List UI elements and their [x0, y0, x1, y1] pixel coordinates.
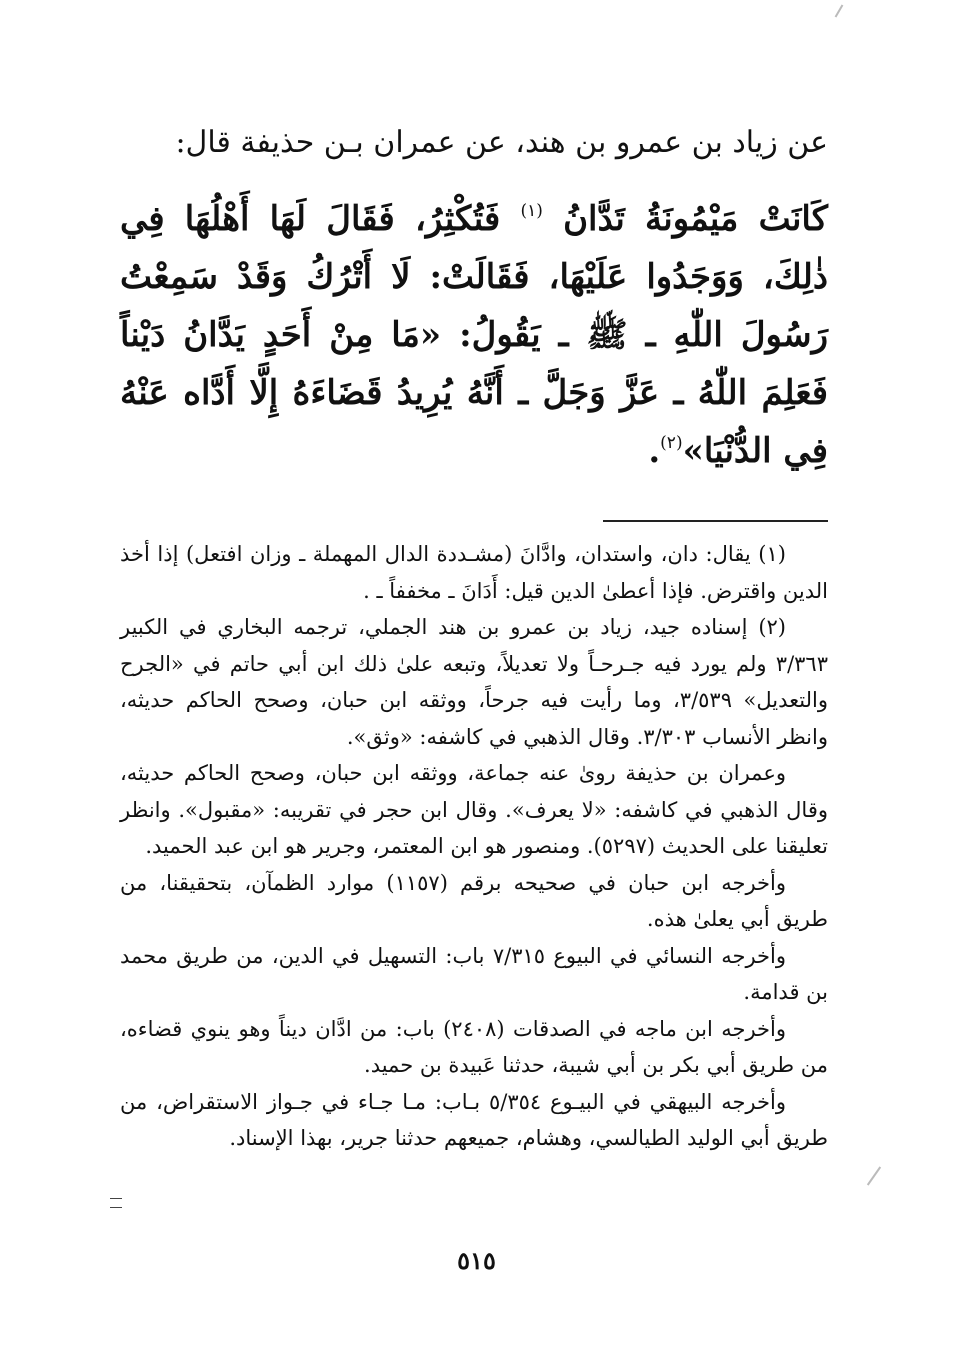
footnote-2-continuation-ibn-hibban: وأخرجه ابن حبان في صحيحه برقم (١١٥٧) موارد الظمآن، بتحقيقنا، من طريق أبي يعلىٰ هذه.	[120, 870, 828, 931]
footnote-1: (١) يقال: دان، واستدان، وادَّانَ (مشـددة الدال المهملة ـ وزان افتعل) إذا أخذ الدين واقترض. فإذا أعطىٰ الدين قيل: أَدَانَ ـ مخففاً ـ .	[120, 542, 828, 603]
footnote-ref-2[interactable]: (٢)	[660, 433, 683, 453]
scan-speck	[835, 4, 844, 17]
footnote-separator	[603, 520, 828, 522]
page-number: ٥١٥	[457, 1246, 496, 1275]
footnote-2-continuation-ibn-majah: وأخرجه ابن ماجه في الصدقات (٢٤٠٨) باب: من ادَّان ديناً وهو ينوي قضاءه، من طريق أبي بكر بن أبي شيبة، حدثنا عَبيدة بن حميد.	[120, 1016, 828, 1077]
footnote-2: (٢) إسناده جيد، زياد بن عمرو بن هند الجملي، ترجمه البخاري في الكبير ٣/٣٦٣ ولم يورد فيه جـرحـاً ولا تعديلاً، وتبعه علىٰ ذلك ابن أبي حاتم في «الجرح والتعديل» ٣/٥٣٩، وما رأيت فيه جرحاً، ووثقه ابن حبان، وصحح الحاكم حديثه، وانظر الأنساب ٣/٣٠٣. وقال الذهبي في كاشفه: «وثق».	[120, 615, 828, 749]
scan-speck	[867, 1166, 881, 1185]
hadith-part-1: كَانَتْ مَيْمُونَةُ تَدَّانُ	[563, 199, 828, 239]
footnote-ref-1[interactable]: (١)	[520, 201, 543, 221]
hadith-text	[120, 190, 828, 480]
page-body	[120, 118, 828, 1157]
hadith-part-3: .	[648, 431, 661, 471]
hadith-part-2: فَتُكْثِرُ، فَقَالَ لَهَا أَهْلُهَا فِي ذٰلِكَ، وَوَجَدُوا عَلَيْهَا، فَقَالَتْ: لَا أَتْرُكُ وَقَدْ سَمِعْتُ رَسُولَ اللّٰهِ ـ ﷺ ـ يَقُولُ: «مَا مِنْ أَحَدٍ يَدَّانُ دَيْناً فَعَلِمَ اللّٰهُ ـ عَزَّ وَجَلَّ ـ أَنَّهُ يُرِيدُ قَضَاءَهُ إِلَّا أَدَّاه عَنْهُ فِي الدُّنْيَا»	[120, 199, 828, 471]
footnote-2-continuation-narrator: وعمران بن حذيفة روىٰ عنه جماعة، ووثقه ابن حبان، وصحح الحاكم حديثه، وقال الذهبي في كاشفه: «لا يعرف». وقال ابن حجر في تقريبه: «مقبول». وانظر تعليقنا على الحديث (٥٢٩٧). ومنصور هو ابن المعتمر، وجرير هو ابن عبد الحميد.	[120, 761, 828, 858]
footnote-2-continuation-bayhaqi: وأخرجه البيهقي في البيـوع ٥/٣٥٤ بـاب: مـا جـاء في جـواز الاستقراض، من طريق أبي الوليد الطيالسي، وهشام، جميعهم حدثنا جرير، بهذا الإسناد.	[120, 1089, 828, 1150]
isnad-intro-line: عن زياد بن عمرو بن هند، عن عمران بـن حذيفة قال:	[175, 125, 828, 160]
footnote-2-continuation-nasai: وأخرجه النسائي في البيوع ٧/٣١٥ باب: التسهيل في الدين، من طريق محمد بن قدامة.	[120, 943, 828, 1004]
margin-mark	[110, 1198, 122, 1208]
footnotes-section	[120, 536, 828, 1157]
